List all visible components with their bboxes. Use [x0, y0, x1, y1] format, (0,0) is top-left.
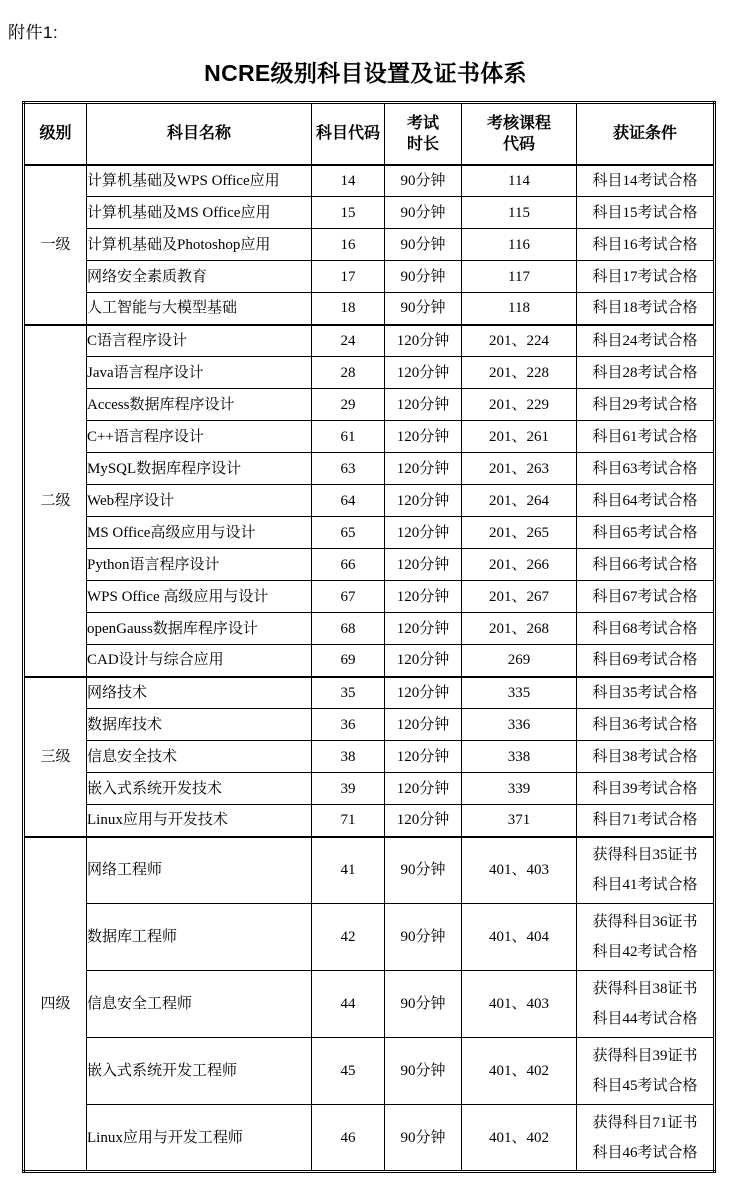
subject-name-cell: Java语言程序设计 — [87, 357, 312, 389]
certification-condition-cell — [577, 549, 715, 581]
subject-name-cell: MySQL数据库程序设计 — [87, 453, 312, 485]
subject-name-cell: 网络技术 — [87, 677, 312, 709]
exam-duration-cell: 90分钟 — [385, 293, 462, 325]
subject-name-cell: C++语言程序设计 — [87, 421, 312, 453]
subject-name-cell: 网络安全素质教育 — [87, 261, 312, 293]
certification-condition-line: 科目68考试合格 — [592, 620, 698, 637]
exam-duration-cell: 90分钟 — [385, 1105, 462, 1172]
table-header — [24, 103, 715, 165]
column-header-course — [462, 103, 577, 165]
certification-condition-cell — [577, 581, 715, 613]
course-code-cell: 269 — [462, 645, 577, 677]
exam-duration-cell: 90分钟 — [385, 197, 462, 229]
column-header-line: 时长 — [406, 135, 439, 153]
certification-condition-line: 科目67考试合格 — [592, 588, 698, 605]
subject-name-cell: 人工智能与大模型基础 — [87, 293, 312, 325]
subject-name-cell: 信息安全工程师 — [87, 971, 312, 1038]
certification-condition-cell — [577, 677, 715, 709]
subject-name-cell: Linux应用与开发技术 — [87, 805, 312, 837]
table-row — [24, 453, 715, 485]
subject-name-cell: 信息安全技术 — [87, 741, 312, 773]
certification-condition-line: 科目44考试合格 — [592, 1011, 698, 1027]
exam-duration-cell: 120分钟 — [385, 389, 462, 421]
ncre-table-container — [22, 101, 713, 1173]
exam-duration-cell: 90分钟 — [385, 904, 462, 971]
subject-code-cell: 38 — [312, 741, 385, 773]
course-code-cell: 401、404 — [462, 904, 577, 971]
subject-code-cell: 39 — [312, 773, 385, 805]
certification-condition-cell — [577, 709, 715, 741]
subject-code-cell: 71 — [312, 805, 385, 837]
certification-condition-cell — [577, 421, 715, 453]
certification-condition-cell — [577, 1105, 715, 1172]
level-cell-三级: 三级 — [24, 677, 87, 837]
subject-name-cell: openGauss数据库程序设计 — [87, 613, 312, 645]
column-header-line: 科目名称 — [166, 125, 231, 143]
exam-duration-cell: 120分钟 — [385, 357, 462, 389]
table-row — [24, 325, 715, 357]
subject-code-cell: 45 — [312, 1038, 385, 1105]
subject-code-cell: 17 — [312, 261, 385, 293]
subject-code-cell: 46 — [312, 1105, 385, 1172]
certification-condition-line: 科目36考试合格 — [592, 716, 698, 733]
course-code-cell: 115 — [462, 197, 577, 229]
certification-condition-line: 获得科目36证书 — [592, 914, 698, 930]
table-row — [24, 904, 715, 971]
certification-condition-line: 科目69考试合格 — [592, 652, 698, 669]
table-row — [24, 645, 715, 677]
subject-name-cell: Web程序设计 — [87, 485, 312, 517]
subject-code-cell: 36 — [312, 709, 385, 741]
course-code-cell: 201、263 — [462, 453, 577, 485]
exam-duration-cell: 120分钟 — [385, 453, 462, 485]
subject-code-cell: 24 — [312, 325, 385, 357]
subject-name-cell: Python语言程序设计 — [87, 549, 312, 581]
table-row — [24, 229, 715, 261]
certification-condition-line: 科目18考试合格 — [592, 300, 698, 317]
certification-condition-line: 科目16考试合格 — [592, 236, 698, 253]
certification-condition-line: 科目61考试合格 — [592, 428, 698, 445]
column-header-line: 代码 — [502, 135, 535, 153]
column-header-duration — [385, 103, 462, 165]
exam-duration-cell: 120分钟 — [385, 741, 462, 773]
table-header-row — [24, 103, 715, 165]
certification-condition-cell — [577, 357, 715, 389]
page-title: NCRE级别科目设置及证书体系 — [204, 60, 527, 86]
exam-duration-cell: 90分钟 — [385, 165, 462, 197]
subject-name-cell: 数据库工程师 — [87, 904, 312, 971]
subject-code-cell: 29 — [312, 389, 385, 421]
certification-condition-cell — [577, 325, 715, 357]
column-header-code — [312, 103, 385, 165]
table-row — [24, 261, 715, 293]
exam-duration-cell: 120分钟 — [385, 549, 462, 581]
certification-condition-cell — [577, 837, 715, 904]
certification-condition-cell — [577, 904, 715, 971]
subject-code-cell: 42 — [312, 904, 385, 971]
subject-code-cell: 68 — [312, 613, 385, 645]
table-row — [24, 549, 715, 581]
subject-name-cell: 计算机基础及Photoshop应用 — [87, 229, 312, 261]
exam-duration-cell: 120分钟 — [385, 677, 462, 709]
exam-duration-cell: 90分钟 — [385, 229, 462, 261]
exam-duration-cell: 120分钟 — [385, 421, 462, 453]
certification-condition-line: 科目45考试合格 — [592, 1078, 698, 1094]
column-header-cert — [577, 103, 715, 165]
course-code-cell: 339 — [462, 773, 577, 805]
column-header-line: 考试 — [406, 114, 439, 132]
column-header-level — [24, 103, 87, 165]
subject-code-cell: 69 — [312, 645, 385, 677]
course-code-cell: 201、224 — [462, 325, 577, 357]
certification-condition-cell — [577, 773, 715, 805]
course-code-cell: 201、267 — [462, 581, 577, 613]
subject-name-cell: 计算机基础及MS Office应用 — [87, 197, 312, 229]
course-code-cell: 201、229 — [462, 389, 577, 421]
course-code-cell: 401、403 — [462, 971, 577, 1038]
exam-duration-cell: 120分钟 — [385, 645, 462, 677]
table-row — [24, 421, 715, 453]
certification-condition-cell — [577, 453, 715, 485]
exam-duration-cell: 120分钟 — [385, 773, 462, 805]
level-cell-四级: 四级 — [24, 837, 87, 1172]
column-header-line: 级别 — [39, 125, 72, 143]
certification-condition-line: 科目71考试合格 — [592, 812, 698, 829]
subject-code-cell: 65 — [312, 517, 385, 549]
column-header-line: 获证条件 — [612, 125, 677, 143]
certification-condition-line: 科目28考试合格 — [592, 364, 698, 381]
table-row — [24, 709, 715, 741]
certification-condition-line: 科目65考试合格 — [592, 524, 698, 541]
subject-code-cell: 67 — [312, 581, 385, 613]
table-row — [24, 837, 715, 904]
course-code-cell: 401、402 — [462, 1038, 577, 1105]
certification-condition-cell — [577, 1038, 715, 1105]
certification-condition-cell — [577, 389, 715, 421]
certification-condition-line: 科目42考试合格 — [592, 944, 698, 960]
course-code-cell: 201、228 — [462, 357, 577, 389]
exam-duration-cell: 90分钟 — [385, 1038, 462, 1105]
exam-duration-cell: 90分钟 — [385, 837, 462, 904]
subject-name-cell: 数据库技术 — [87, 709, 312, 741]
subject-code-cell: 61 — [312, 421, 385, 453]
certification-condition-cell — [577, 229, 715, 261]
exam-duration-cell: 120分钟 — [385, 709, 462, 741]
course-code-cell: 201、264 — [462, 485, 577, 517]
course-code-cell: 201、268 — [462, 613, 577, 645]
ncre-table — [22, 101, 716, 1173]
certification-condition-line: 科目64考试合格 — [592, 492, 698, 509]
subject-name-cell: Access数据库程序设计 — [87, 389, 312, 421]
subject-code-cell: 41 — [312, 837, 385, 904]
certification-condition-cell — [577, 741, 715, 773]
subject-code-cell: 16 — [312, 229, 385, 261]
certification-condition-cell — [577, 197, 715, 229]
subject-code-cell: 14 — [312, 165, 385, 197]
certification-condition-line: 科目29考试合格 — [592, 396, 698, 413]
table-row — [24, 773, 715, 805]
exam-duration-cell: 120分钟 — [385, 517, 462, 549]
exam-duration-cell: 90分钟 — [385, 971, 462, 1038]
certification-condition-cell — [577, 613, 715, 645]
subject-name-cell: CAD设计与综合应用 — [87, 645, 312, 677]
column-header-line: 科目代码 — [315, 125, 380, 143]
table-row — [24, 581, 715, 613]
course-code-cell: 116 — [462, 229, 577, 261]
certification-condition-cell — [577, 971, 715, 1038]
course-code-cell: 118 — [462, 293, 577, 325]
exam-duration-cell: 120分钟 — [385, 325, 462, 357]
subject-name-cell: MS Office高级应用与设计 — [87, 517, 312, 549]
certification-condition-line: 科目35考试合格 — [592, 684, 698, 701]
course-code-cell: 201、261 — [462, 421, 577, 453]
table-row — [24, 1105, 715, 1172]
course-code-cell: 401、403 — [462, 837, 577, 904]
certification-condition-cell — [577, 293, 715, 325]
course-code-cell: 336 — [462, 709, 577, 741]
column-header-line: 考核课程 — [486, 114, 551, 132]
table-row — [24, 613, 715, 645]
certification-condition-line: 获得科目39证书 — [592, 1048, 698, 1064]
exam-duration-cell: 120分钟 — [385, 805, 462, 837]
exam-duration-cell: 120分钟 — [385, 485, 462, 517]
certification-condition-cell — [577, 485, 715, 517]
course-code-cell: 114 — [462, 165, 577, 197]
table-row — [24, 805, 715, 837]
table-row — [24, 741, 715, 773]
table-row — [24, 165, 715, 197]
exam-duration-cell: 120分钟 — [385, 613, 462, 645]
certification-condition-cell — [577, 261, 715, 293]
subject-name-cell: 网络工程师 — [87, 837, 312, 904]
level-cell-一级: 一级 — [24, 165, 87, 325]
attachment-label: 附件1: — [8, 23, 59, 42]
course-code-cell: 371 — [462, 805, 577, 837]
certification-condition-line: 科目38考试合格 — [592, 748, 698, 765]
certification-condition-cell — [577, 805, 715, 837]
certification-condition-line: 获得科目35证书 — [592, 847, 698, 864]
level-cell-二级: 二级 — [24, 325, 87, 677]
table-row — [24, 389, 715, 421]
course-code-cell: 335 — [462, 677, 577, 709]
subject-name-cell: 计算机基础及WPS Office应用 — [87, 165, 312, 197]
table-row — [24, 293, 715, 325]
table-row — [24, 197, 715, 229]
subject-name-cell: Linux应用与开发工程师 — [87, 1105, 312, 1172]
subject-code-cell: 18 — [312, 293, 385, 325]
subject-code-cell: 66 — [312, 549, 385, 581]
course-code-cell: 201、266 — [462, 549, 577, 581]
course-code-cell: 401、402 — [462, 1105, 577, 1172]
certification-condition-line: 科目17考试合格 — [592, 268, 698, 285]
certification-condition-line: 科目66考试合格 — [592, 556, 698, 573]
course-code-cell: 201、265 — [462, 517, 577, 549]
table-row — [24, 485, 715, 517]
certification-condition-line: 科目63考试合格 — [592, 460, 698, 477]
subject-name-cell: WPS Office 高级应用与设计 — [87, 581, 312, 613]
exam-duration-cell: 90分钟 — [385, 261, 462, 293]
subject-code-cell: 44 — [312, 971, 385, 1038]
subject-code-cell: 15 — [312, 197, 385, 229]
subject-code-cell: 28 — [312, 357, 385, 389]
subject-name-cell: C语言程序设计 — [87, 325, 312, 357]
certification-condition-cell — [577, 517, 715, 549]
subject-code-cell: 35 — [312, 677, 385, 709]
certification-condition-line: 科目24考试合格 — [592, 332, 698, 349]
certification-condition-line: 科目46考试合格 — [592, 1144, 698, 1161]
subject-name-cell: 嵌入式系统开发工程师 — [87, 1038, 312, 1105]
course-code-cell: 338 — [462, 741, 577, 773]
column-header-name — [87, 103, 312, 165]
certification-condition-line: 获得科目38证书 — [592, 981, 698, 997]
subject-code-cell: 63 — [312, 453, 385, 485]
subject-name-cell: 嵌入式系统开发技术 — [87, 773, 312, 805]
course-code-cell: 117 — [462, 261, 577, 293]
table-row — [24, 1038, 715, 1105]
table-row — [24, 357, 715, 389]
table-row — [24, 971, 715, 1038]
certification-condition-line: 科目15考试合格 — [592, 204, 698, 221]
subject-code-cell: 64 — [312, 485, 385, 517]
certification-condition-cell — [577, 165, 715, 197]
certification-condition-line: 获得科目71证书 — [592, 1114, 698, 1131]
exam-duration-cell: 120分钟 — [385, 581, 462, 613]
certification-condition-line: 科目14考试合格 — [592, 172, 698, 189]
table-row — [24, 677, 715, 709]
certification-condition-line: 科目39考试合格 — [592, 780, 698, 797]
table-body — [24, 165, 715, 1172]
table-row — [24, 517, 715, 549]
certification-condition-cell — [577, 645, 715, 677]
certification-condition-line: 科目41考试合格 — [592, 877, 698, 894]
